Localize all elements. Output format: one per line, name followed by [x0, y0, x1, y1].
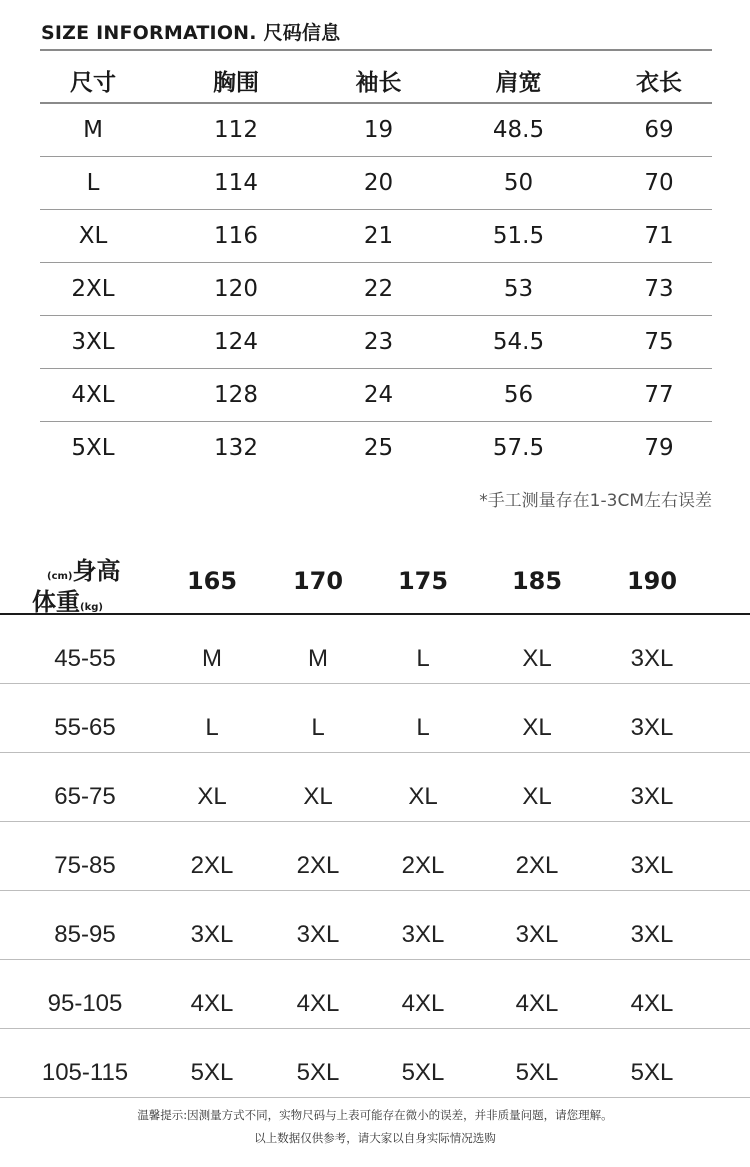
- table-cell: 69: [644, 117, 674, 143]
- measurement-note: *手工测量存在1-3CM左右误差: [479, 491, 712, 511]
- recommended-size-cell: XL: [197, 783, 227, 810]
- recommended-size-cell: XL: [408, 783, 438, 810]
- recommended-size-cell: 5XL: [515, 1059, 559, 1086]
- table-row: [0, 684, 750, 753]
- weight-range-cell: 95-105: [47, 990, 123, 1017]
- table-row: [0, 615, 750, 684]
- recommended-size-cell: 3XL: [630, 714, 674, 741]
- table-cell: 3XL: [71, 329, 115, 355]
- recommended-size-cell: 3XL: [630, 645, 674, 672]
- header-cell-size: 尺寸: [70, 70, 116, 96]
- recommended-size-cell: 3XL: [401, 921, 445, 948]
- table-cell: 57.5: [492, 435, 545, 461]
- recommended-size-cell: L: [205, 714, 219, 741]
- table-cell: 54.5: [492, 329, 545, 355]
- height-unit: (cm): [47, 571, 73, 582]
- table-cell: 116: [214, 223, 258, 249]
- table-cell: 120: [214, 276, 258, 302]
- recommended-size-cell: 2XL: [515, 852, 559, 879]
- title-divider: [40, 49, 712, 51]
- page-title: SIZE INFORMATION. 尺码信息: [41, 22, 341, 44]
- recommend-table-header: [0, 545, 750, 615]
- table-cell: 70: [644, 170, 674, 196]
- table-row: [40, 104, 712, 157]
- height-header-cell: 175: [397, 567, 449, 595]
- recommended-size-cell: XL: [522, 714, 552, 741]
- height-corner-label: [47, 551, 121, 586]
- table-row: [0, 753, 750, 822]
- height-header-cell: 185: [511, 567, 563, 595]
- table-cell: 4XL: [71, 382, 115, 408]
- weight-range-cell: 75-85: [54, 852, 116, 879]
- table-cell: 24: [363, 382, 394, 408]
- recommended-size-cell: 4XL: [296, 990, 340, 1017]
- table-cell: 19: [363, 117, 394, 143]
- weight-label: 体重: [32, 588, 80, 616]
- height-header-cell: 190: [626, 567, 678, 595]
- recommended-size-cell: XL: [522, 783, 552, 810]
- table-cell: 73: [644, 276, 674, 302]
- recommended-size-cell: M: [202, 645, 222, 672]
- recommended-size-cell: L: [416, 714, 430, 741]
- recommended-size-cell: 5XL: [630, 1059, 674, 1086]
- table-row: [40, 210, 712, 263]
- table-cell: 23: [363, 329, 394, 355]
- weight-range-cell: 65-75: [54, 783, 116, 810]
- table-row: [40, 263, 712, 316]
- table-row: [0, 1029, 750, 1098]
- recommended-size-cell: 4XL: [630, 990, 674, 1017]
- table-cell: 22: [363, 276, 394, 302]
- table-cell: 56: [503, 382, 534, 408]
- recommended-size-cell: 4XL: [190, 990, 234, 1017]
- height-header-cell: 170: [292, 567, 344, 595]
- recommend-table: [0, 615, 750, 1098]
- table-cell: 50: [503, 170, 534, 196]
- weight-range-cell: 85-95: [54, 921, 116, 948]
- table-cell: 5XL: [71, 435, 115, 461]
- recommended-size-cell: 3XL: [296, 921, 340, 948]
- table-row: [40, 369, 712, 422]
- recommended-size-cell: 5XL: [190, 1059, 234, 1086]
- height-header-cell: 165: [186, 567, 238, 595]
- header-cell-shoulder: 肩宽: [495, 70, 542, 96]
- header-cell-chest: 胸围: [213, 70, 259, 96]
- recommended-size-cell: 4XL: [515, 990, 559, 1017]
- table-cell: 20: [363, 170, 394, 196]
- table-cell: 48.5: [492, 117, 545, 143]
- recommended-size-cell: 2XL: [190, 852, 234, 879]
- table-cell: L: [86, 170, 100, 196]
- table-row: [0, 891, 750, 960]
- recommended-size-cell: XL: [522, 645, 552, 672]
- table-row: [0, 960, 750, 1029]
- table-cell: 112: [214, 117, 258, 143]
- recommended-size-cell: L: [311, 714, 325, 741]
- table-cell: 21: [363, 223, 394, 249]
- table-row: [40, 422, 712, 474]
- table-cell: 2XL: [71, 276, 115, 302]
- table-cell: 75: [644, 329, 674, 355]
- weight-corner-label: [32, 582, 103, 617]
- table-cell: 77: [644, 382, 674, 408]
- table-cell: 128: [214, 382, 258, 408]
- weight-unit: (kg): [80, 602, 103, 613]
- header-cell-length: 衣长: [636, 70, 682, 96]
- weight-range-cell: 45-55: [54, 645, 116, 672]
- size-table: [40, 59, 712, 474]
- recommended-size-cell: L: [416, 645, 430, 672]
- table-row: [40, 157, 712, 210]
- table-cell: 132: [214, 435, 258, 461]
- footer-tip: 温馨提示:因测量方式不同，实物尺码与上表可能存在微小的误差，并非质量问题，请您理解。: [137, 1108, 613, 1122]
- table-cell: XL: [78, 223, 108, 249]
- table-cell: 114: [214, 170, 258, 196]
- recommended-size-cell: 2XL: [401, 852, 445, 879]
- recommended-size-cell: 2XL: [296, 852, 340, 879]
- table-cell: 71: [644, 223, 674, 249]
- recommended-size-cell: XL: [303, 783, 333, 810]
- recommended-size-cell: 3XL: [630, 852, 674, 879]
- recommended-size-cell: 5XL: [401, 1059, 445, 1086]
- weight-range-cell: 55-65: [54, 714, 116, 741]
- recommended-size-cell: 5XL: [296, 1059, 340, 1086]
- height-label: 身高: [72, 557, 121, 585]
- table-cell: 51.5: [492, 223, 545, 249]
- weight-range-cell: 105-115: [41, 1059, 129, 1086]
- recommended-size-cell: 3XL: [190, 921, 234, 948]
- recommended-size-cell: 3XL: [630, 921, 674, 948]
- table-cell: 79: [644, 435, 674, 461]
- recommended-size-cell: 4XL: [401, 990, 445, 1017]
- table-cell: 25: [363, 435, 394, 461]
- header-cell-sleeve: 袖长: [355, 70, 402, 96]
- table-cell: 53: [503, 276, 534, 302]
- table-cell: M: [83, 117, 103, 143]
- table-cell: 124: [214, 329, 258, 355]
- recommended-size-cell: M: [308, 645, 328, 672]
- size-table-header: [40, 59, 712, 104]
- recommended-size-cell: 3XL: [515, 921, 559, 948]
- table-row: [0, 822, 750, 891]
- recommended-size-cell: 3XL: [630, 783, 674, 810]
- footer-reference: 以上数据仅供参考，请大家以自身实际情况选购: [254, 1131, 496, 1145]
- table-row: [40, 316, 712, 369]
